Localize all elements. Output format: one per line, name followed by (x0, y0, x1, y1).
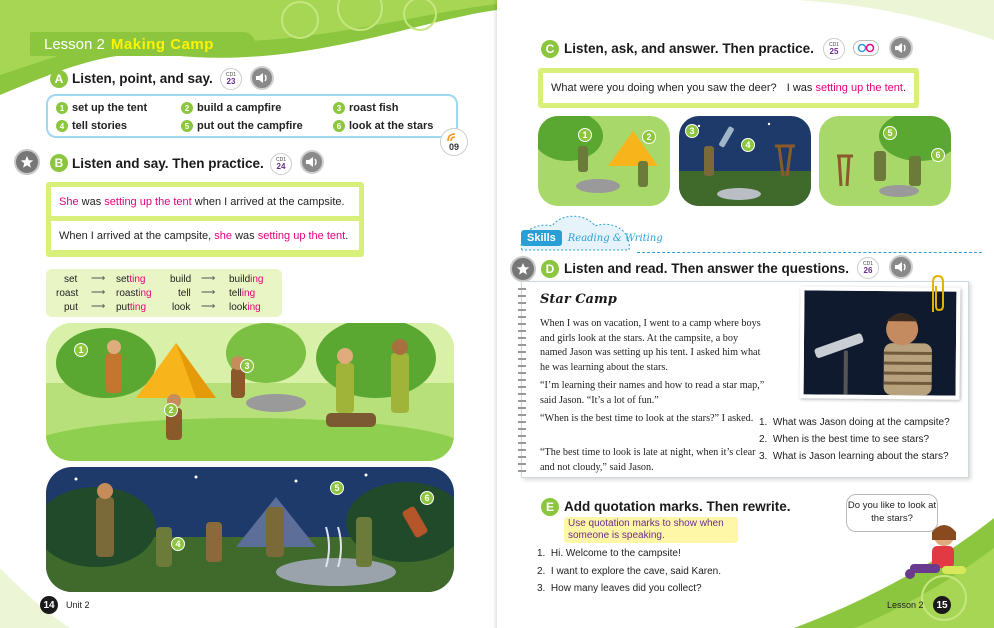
dvd-number: 09 (448, 142, 459, 152)
scene-stargazing (679, 116, 811, 206)
vocab-item[interactable] (56, 120, 127, 132)
vocab-text: roast fish (349, 102, 399, 114)
verb-base: build (170, 274, 192, 285)
vocab-text: build a campfire (197, 102, 282, 114)
track-number: 23 (226, 76, 236, 86)
vocab-item[interactable] (181, 102, 281, 114)
scene-number: 4 (171, 537, 185, 551)
verb-ing (229, 274, 264, 285)
text: . (345, 229, 349, 242)
comprehension-question (759, 417, 950, 428)
text: was (232, 229, 258, 242)
audio-speaker-icon[interactable] (300, 150, 324, 174)
rewrite-item (537, 566, 721, 577)
verb-stem: look (229, 302, 248, 313)
verb-stem: put (116, 302, 130, 313)
section-b-letter: B (50, 154, 68, 172)
nighttime-camp-illustration (46, 467, 454, 592)
paper-clip-icon (927, 274, 947, 314)
question-number: 2. (759, 434, 768, 445)
skills-label: Skills (521, 230, 562, 246)
scene-number: 1 (578, 128, 592, 142)
unit-label: Unit 2 (66, 600, 90, 610)
answer-text: . (902, 82, 906, 94)
verb-ing (116, 274, 145, 285)
arrow-icon: ⟶ (91, 287, 106, 298)
vocab-item[interactable] (56, 102, 147, 114)
subject-highlight: she (214, 229, 233, 242)
arrow-icon: ⟶ (91, 273, 106, 284)
scene-number: 3 (240, 359, 254, 373)
story-paragraph: “The best time to look is late at night, when it’s clear and not cloudy,” said Jason. (540, 447, 756, 473)
track-number: 24 (276, 161, 286, 171)
scene-number: 6 (420, 491, 434, 505)
scene-number: 5 (330, 481, 344, 495)
verb-base: tell (178, 288, 191, 299)
scene-number: 6 (931, 148, 945, 162)
verb-stem: tell (229, 288, 242, 299)
right-page (497, 0, 994, 628)
verb-ing (229, 302, 261, 313)
verb-base: roast (56, 288, 79, 299)
item-text: I want to explore the cave, said Karen. (550, 566, 722, 577)
vocab-item[interactable] (333, 120, 433, 132)
audio-speaker-icon[interactable] (250, 66, 274, 90)
rewrite-item (537, 548, 681, 559)
verb-base: set (64, 274, 78, 285)
story-paragraph: “When is the best time to look at the stars?” I asked. (540, 413, 754, 424)
verb-ending: ing (247, 302, 261, 313)
verb-ing (229, 288, 255, 299)
item-number: 2. (537, 566, 546, 577)
vocab-number: 1 (56, 102, 68, 114)
lesson-title: Making Camp (110, 35, 214, 53)
verb-stem: build (229, 274, 251, 285)
daytime-camp-illustration (46, 323, 454, 461)
vocab-item[interactable] (333, 102, 399, 114)
vocab-number: 3 (333, 102, 345, 114)
dvd-badge[interactable] (440, 128, 468, 156)
scene-campfire (538, 116, 670, 206)
story-paragraph: “I’m learning their names and how to read a star map,” said Jason. “It’s a lot of fun.” (540, 380, 765, 406)
text: was (78, 195, 105, 208)
text: When I arrived at the campsite, (59, 229, 215, 242)
item-text: Hi. Welcome to the campsite! (550, 548, 681, 559)
verb-ending-table (46, 269, 282, 317)
subject-highlight: She (59, 195, 79, 208)
verb-ing (116, 302, 146, 313)
track-cd-label: CD1 (828, 41, 839, 48)
section-c-title: Listen, ask, and answer. Then practice. (564, 41, 814, 56)
vocabulary-box (46, 94, 458, 138)
vocab-number: 6 (333, 120, 345, 132)
star-icon (510, 256, 536, 282)
example-sentence-2 (51, 221, 359, 250)
track-badge-d[interactable] (857, 257, 879, 279)
verb-ending: ing (250, 274, 264, 285)
lesson-label: Lesson 2 (887, 600, 924, 610)
question-answer-frame (538, 68, 919, 108)
track-badge-c[interactable] (823, 38, 845, 60)
verb-base: put (64, 302, 78, 313)
scene-number: 1 (74, 343, 88, 357)
question-answer-line (543, 73, 914, 103)
section-e-title: Add quotation marks. Then rewrite. (564, 499, 791, 514)
vocab-text: tell stories (72, 120, 128, 132)
section-d-title: Listen and read. Then answer the questions. (564, 261, 850, 276)
comprehension-question (759, 434, 929, 445)
skills-divider (637, 252, 982, 253)
vocab-text: set up the tent (72, 102, 148, 114)
scene-number: 2 (642, 130, 656, 144)
verb-base: look (172, 302, 191, 313)
item-text: How many leaves did you collect? (550, 583, 702, 594)
question-number: 3. (759, 451, 768, 462)
section-b-title: Listen and say. Then practice. (72, 156, 264, 171)
tip-note: Use quotation marks to show when someone is speaking. (564, 517, 738, 543)
question-text: When is the best time to see stars? (772, 434, 930, 445)
section-e-letter: E (541, 498, 559, 516)
track-cd-label: CD1 (862, 260, 873, 267)
text: when I arrived at the campsite. (191, 195, 345, 208)
reading-card (521, 281, 969, 478)
verb-ing (116, 288, 152, 299)
dvd-wave-icon (447, 132, 461, 142)
answer-text: I was (786, 82, 816, 94)
story-paragraph: When I was on vacation, I went to a camp where boys and girls look at the stars. At the campsite, a boy named Jason was setting up his tent. I asked him what he was learning about the stars. (540, 318, 761, 373)
arrow-icon: ⟶ (201, 287, 216, 298)
scene-number: 3 (685, 124, 699, 138)
verb-highlight: setting up the tent (815, 82, 903, 94)
section-c-letter: C (541, 40, 559, 58)
page-number: 15 (933, 596, 951, 614)
scene-number: 4 (741, 138, 755, 152)
vocab-item[interactable] (181, 120, 303, 132)
scene-camp-deer (819, 116, 951, 206)
vocab-text: put out the campfire (197, 120, 303, 132)
verb-ending: ting (129, 302, 147, 313)
arrow-icon: ⟶ (201, 273, 216, 284)
vocab-text: look at the stars (349, 120, 434, 132)
section-a-title: Listen, point, and say. (72, 71, 213, 86)
track-badge-a[interactable] (220, 68, 242, 90)
verb-ending: ing (138, 288, 152, 299)
comprehension-question (759, 451, 949, 462)
vocab-number: 5 (181, 120, 193, 132)
example-sentence-1 (51, 187, 359, 216)
vocab-number: 2 (181, 102, 193, 114)
audio-speaker-icon[interactable] (889, 255, 913, 279)
lesson-banner (30, 32, 255, 56)
scene-number: 2 (164, 403, 178, 417)
verb-highlight: setting up the tent (257, 229, 346, 242)
notebook-spiral (518, 288, 526, 474)
skills-tab (521, 228, 663, 248)
verb-ending: ting (129, 274, 146, 285)
track-number: 26 (863, 265, 873, 275)
question-text: What was Jason doing at the campsite? (772, 417, 950, 428)
question-number: 1. (759, 417, 768, 428)
pair-work-icon (853, 40, 879, 56)
rewrite-item (537, 583, 702, 594)
arrow-icon: ⟶ (201, 301, 216, 312)
audio-speaker-icon[interactable] (889, 36, 913, 60)
verb-highlight: setting up the tent (104, 195, 192, 208)
scene-number: 5 (883, 126, 897, 140)
vocab-number: 4 (56, 120, 68, 132)
track-cd-label: CD1 (275, 156, 286, 163)
page-number: 14 (40, 596, 58, 614)
track-badge-b[interactable] (270, 153, 292, 175)
section-a-letter: A (50, 70, 68, 88)
track-cd-label: CD1 (225, 71, 236, 78)
section-d-letter: D (541, 260, 559, 278)
verb-ending: ing (241, 288, 256, 299)
girl-character-illustration (902, 522, 972, 590)
question-text: What were you doing when you saw the deer? (551, 82, 777, 94)
item-number: 1. (537, 548, 546, 559)
speech-bubble: Do you like to look at the stars? (846, 494, 938, 532)
item-number: 3. (537, 583, 546, 594)
arrow-icon: ⟶ (91, 301, 106, 312)
skills-subtitle: Reading & Writing (567, 232, 663, 244)
sentence-frame (46, 182, 364, 257)
story-title: Star Camp (540, 292, 617, 307)
star-icon (14, 149, 40, 175)
track-number: 25 (829, 46, 839, 56)
verb-stem: set (116, 274, 130, 285)
question-text: What is Jason learning about the stars? (772, 451, 949, 462)
lesson-label: Lesson 2 (44, 35, 105, 53)
verb-stem: roast (116, 288, 139, 299)
